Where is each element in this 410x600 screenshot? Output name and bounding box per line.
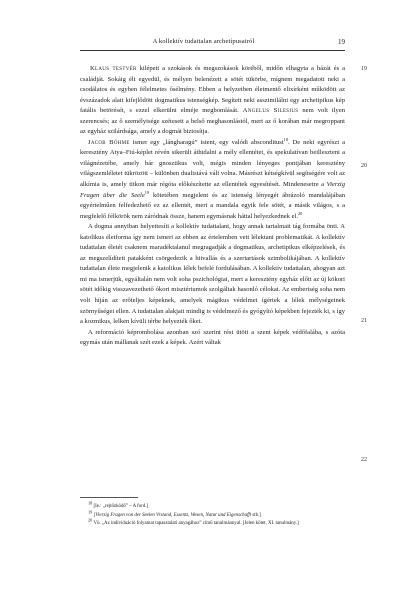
running-header [80, 38, 345, 50]
margin-paragraph-number: 22 [361, 457, 367, 463]
footnote-ref[interactable]: 20 [297, 210, 303, 216]
paragraph: A dogma annyiban helyettesíti a kollektív tudattalant, hogy annak tartalmait tág formába önti. A katolikus életforma így nem ismeri az ebben az értelemben vett lélektani problematikát. A kollektív tudattalan életét csaknem maradéktalanul megragadják a dogmatikus, archetipikus elképzelések, és az megszelídített patakként csörgedezik a hitvallás és a szertartások szimbolikájában. A kollektív tudattalan élete megjelenik a katolikus lélek befelé fordulásában. A kollektív tudattalan, ahogyan azt mi ma ismerjük, egyáltalán nem volt soha pszichológiai, mert a keresztény egyház előtt az új kökori sötét időkig visszavezethető ókori misztériumok szolgáltak hasonló célokat. Az emberiség soha nem volt híján az erőteljes képeknek, amelyek mágikus védelmet ígértek a lélek mélységeinek szörnyűségei ellen. A tudattalan alakjait mindig is védelmező és gyógyító képekben fejezték ki, s így a kozmikus, lelken kívüli térbe helyezték őket. [80, 223, 345, 326]
footnote-ref[interactable]: 19 [144, 189, 150, 195]
margin-paragraph-number: 19 [361, 66, 367, 72]
margin-paragraph-number: 21 [361, 318, 367, 324]
name-smallcaps: Angelus Silesius [242, 107, 299, 115]
body-text [80, 64, 345, 349]
page-number: 19 [338, 38, 345, 46]
footnote-number: 18 [88, 500, 93, 506]
footnote: $^{18}$ [Ie.: „rejtőzködő” – A ford.] [88, 500, 149, 509]
name-smallcaps: Jacob Böhme [88, 138, 130, 146]
margin-paragraph-number: 20 [361, 163, 367, 169]
header-rule [80, 50, 345, 51]
paragraph: Klaus testvér kilépett a szokások és megszokások köréből, midőn elhagyta a házát és a családját. Sokáig élt egyedül, és mélyen belenézett a sötét tükörbe, mígnem megadatott neki a csodálatos és egyben félelmetes ősélmény. Ebben a helyzetben életmentő elixírként működött az évszázadok alatt kifejlődött dogmatikus istenségkép. Segített neki asszimilálni egy archetipikus kép fatális betörését, s ezzel elkerülni elméje megbomlását. Angelus Silesius nem volt ilyen szerencsés; az ő személyisége szétesett a belső meghasonlástól, mert az ő korában már megroppant az egyház szilárdsága, amely a dogmát biztosítja. [80, 65, 346, 136]
footnote-number: 19 [88, 508, 93, 514]
running-title: A kollektív tudattalan archetípusairól [152, 38, 255, 45]
footnote-rule [80, 497, 138, 498]
footnote-ref[interactable]: 18 [283, 136, 288, 142]
footnote: $^{19}$ [Vierzig Fragen von der Seelen Vrstand, Essentz, Wesen, Natur und Eigenschafft stb.] [88, 508, 261, 518]
paragraph: A reformáció képrombolása azonban szó szerint rést ütött a szent képek védőfalába, s azóta egymás után mállanak szét ezek a képek. Azért váltak [80, 328, 345, 347]
footnote-number: 20 [88, 517, 93, 523]
name-smallcaps: Klaus testvér [90, 65, 137, 72]
book-title: Vierzig Fragen über die Seele [80, 181, 346, 199]
footnotes [80, 500, 345, 529]
paragraph: Jacob Böhme ismer egy „lángharagú” istent, egy valódi absconditust$^{18}$. De neki egyrészt a keresztény Atya–Fiú-képlet révén sikerült áthidalni a mély ellentétet, és spekulatívan beilleszteni a világnézetébe, amely bár gnosztikus volt, mégis minden lényeges pontjában keresztény világszemléletet tükrözött – különben dualistává vált volna. Másrészt kétségkívül segítségére volt az alkímia is, amely titkon már régóta előkészítette az ellentétek egyesítését. Mindenesetre a Vierzig Fragen über die Seele$^{19}$ kötetében megjelent és az istenség lényegét ábrázoló mandalájában egyértelműen felfedezhető ez az ellentét, mert a mandala egyik fele sötét, a másik világos, s a megfelelő félkörök nem záródnak össze, hanem egymásnak háttal helyezkednek el.$^{20}$ [80, 136, 346, 220]
footnote: $^{20}$ Vö. „Az individuáció folyamat tapasztalati anyagához” című tanulmánnyal. [Jelen kötet, XI. tanulmány.] [88, 517, 299, 526]
